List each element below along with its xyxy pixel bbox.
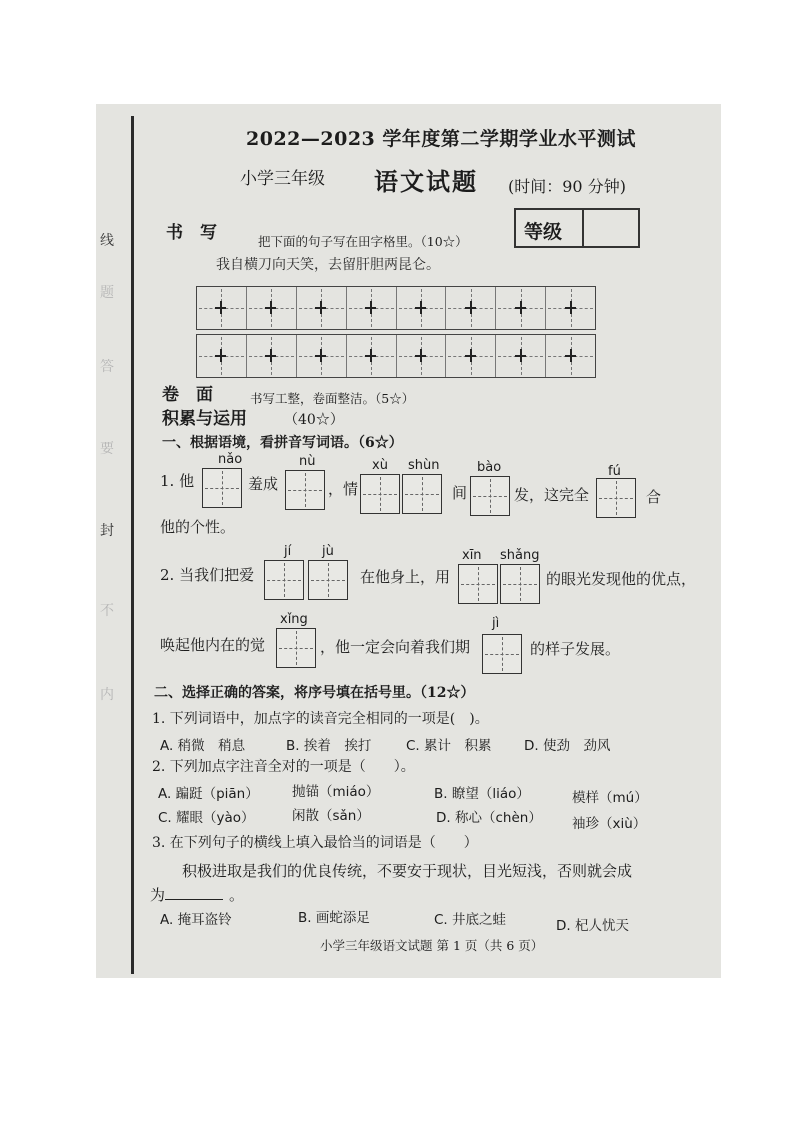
- tianzige-cell[interactable]: [397, 335, 447, 377]
- option-d[interactable]: D. 使劲 劲风: [524, 738, 611, 754]
- cross-mark: [265, 301, 276, 314]
- pinyin: xǐng: [280, 612, 308, 627]
- pinyin: shùn: [408, 458, 440, 473]
- q2-text: 2. 当我们把爱: [160, 566, 255, 584]
- margin-char: 答: [100, 359, 114, 375]
- section-accumulation-heading: 积累与运用: [162, 409, 247, 429]
- cross-mark: [315, 301, 326, 314]
- p2-q3-sentence: 积极进取是我们的优良传统，不要安于现状，目光短浅，否则就会成: [182, 862, 633, 880]
- q2-text: 在他身上，用: [360, 568, 451, 586]
- pinyin: shǎng: [500, 548, 540, 563]
- answer-box[interactable]: [402, 474, 442, 514]
- tianzige-cell[interactable]: [446, 335, 496, 377]
- grade-label: 小学三年级: [240, 169, 325, 189]
- tianzige-cell[interactable]: [496, 335, 546, 377]
- cross-mark: [465, 301, 476, 314]
- exam-title: 2022—2023 学年度第二学期学业水平测试: [246, 128, 636, 150]
- q2-text: 唤起他内在的觉: [160, 636, 266, 654]
- cross-mark: [515, 301, 526, 314]
- pinyin: jì: [492, 616, 500, 631]
- answer-box[interactable]: [264, 560, 304, 600]
- cross-mark: [415, 349, 426, 362]
- cross-mark: [465, 349, 476, 362]
- option-b-2: 模样（mú）: [572, 790, 648, 806]
- subject-title: 语文试题: [374, 167, 478, 196]
- binding-line: [131, 116, 134, 974]
- q2-text: ，他一定会向着我们期: [320, 638, 471, 656]
- cross-mark: [315, 349, 326, 362]
- part1-heading: 一、根据语境，看拼音写词语。（6☆）: [162, 435, 403, 451]
- option-a-2: 抛锚（miáo）: [292, 784, 380, 800]
- tianzige-cell[interactable]: [247, 287, 297, 329]
- page-footer: 小学三年级语文试题 第 1 页（共 6 页）: [320, 938, 544, 953]
- option-c[interactable]: C. 累计 积累: [406, 738, 492, 754]
- tianzige-row[interactable]: [196, 286, 596, 330]
- answer-box[interactable]: [470, 476, 510, 516]
- tianzige-cell[interactable]: [347, 335, 397, 377]
- option-b[interactable]: B. 画蛇添足: [298, 910, 370, 926]
- exam-paper: [96, 104, 721, 978]
- p2-q1-stem: 1. 下列词语中，加点字的读音完全相同的一项是( )。: [152, 711, 489, 727]
- section-neatness-instruction: 书写工整，卷面整洁。（5☆）: [250, 391, 415, 406]
- answer-box[interactable]: [308, 560, 348, 600]
- option-a[interactable]: A. 稍微 稍息: [160, 738, 246, 754]
- answer-box[interactable]: [285, 470, 325, 510]
- p2-q2-stem: 2. 下列加点字注音全对的一项是（ ）。: [152, 759, 415, 775]
- option-b[interactable]: B. 挨着 挨打: [286, 738, 372, 754]
- pinyin: xù: [372, 458, 388, 473]
- tianzige-cell[interactable]: [546, 287, 595, 329]
- option-b[interactable]: B. 瞭望（liáo）: [434, 786, 530, 802]
- q1-text: 合: [646, 488, 662, 506]
- q1-text: 他的个性。: [160, 518, 236, 536]
- margin-char: 题: [100, 285, 114, 301]
- pinyin: xīn: [462, 548, 482, 563]
- pinyin: jù: [322, 544, 334, 559]
- pinyin: nǎo: [218, 452, 243, 467]
- section-writing-instruction: 把下面的句子写在田字格里。（10☆）: [258, 234, 468, 249]
- q1-text: 发，这完全: [514, 486, 590, 504]
- answer-box[interactable]: [482, 634, 522, 674]
- option-a[interactable]: A. 蹁跹（piān）: [158, 786, 259, 802]
- pinyin: bào: [477, 460, 502, 475]
- answer-box[interactable]: [360, 474, 400, 514]
- pinyin: nù: [299, 454, 316, 469]
- cross-mark: [265, 349, 276, 362]
- cross-mark: [415, 301, 426, 314]
- tianzige-cell[interactable]: [297, 287, 347, 329]
- margin-char: 封: [100, 523, 114, 539]
- option-a[interactable]: A. 掩耳盗铃: [160, 912, 232, 928]
- p2-q3-sentence-end: 为 。: [150, 886, 245, 904]
- section-writing-heading: 书 写: [166, 223, 217, 243]
- cross-mark: [565, 301, 576, 314]
- answer-box[interactable]: [458, 564, 498, 604]
- cross-mark: [215, 301, 226, 314]
- fill-blank[interactable]: [165, 885, 223, 900]
- q1-text: 羞成: [248, 475, 279, 493]
- section-neatness-heading: 卷 面: [162, 385, 213, 405]
- tianzige-cell[interactable]: [297, 335, 347, 377]
- q2-text: 的眼光发现他的优点，: [546, 570, 697, 588]
- option-c[interactable]: C. 井底之蛙: [434, 912, 507, 928]
- time-limit: (时间：90 分钟): [508, 177, 626, 196]
- tianzige-cell[interactable]: [446, 287, 496, 329]
- cross-mark: [365, 349, 376, 362]
- model-sentence: 我自横刀向天笑，去留肝胆两昆仑。: [216, 257, 440, 273]
- margin-char: 要: [100, 441, 114, 457]
- q2-text: 的样子发展。: [530, 640, 621, 658]
- tianzige-cell[interactable]: [546, 335, 595, 377]
- q1-text: ，情: [328, 480, 359, 498]
- tianzige-cell[interactable]: [247, 335, 297, 377]
- cross-mark: [215, 349, 226, 362]
- pinyin: jí: [284, 544, 292, 559]
- p2-q3-stem: 3. 在下列句子的横线上填入最恰当的词语是（ ）: [152, 835, 478, 851]
- q1-text: 间: [452, 484, 468, 502]
- cross-mark: [365, 301, 376, 314]
- answer-box[interactable]: [596, 478, 636, 518]
- cross-mark: [515, 349, 526, 362]
- tianzige-row[interactable]: [196, 334, 596, 378]
- option-c-2: 闲散（sǎn）: [292, 808, 370, 824]
- margin-char: 线: [100, 233, 114, 249]
- answer-box[interactable]: [202, 468, 242, 508]
- pinyin: fú: [608, 464, 621, 479]
- option-c[interactable]: C. 耀眼（yào）: [158, 810, 255, 826]
- tianzige-cell[interactable]: [347, 287, 397, 329]
- section-accumulation-score: （40☆）: [284, 412, 344, 428]
- answer-box[interactable]: [500, 564, 540, 604]
- option-d[interactable]: D. 杞人忧天: [556, 918, 629, 934]
- level-box: [514, 208, 640, 248]
- q1-text: 1. 他: [160, 472, 195, 490]
- answer-box[interactable]: [276, 628, 316, 668]
- part2-heading: 二、选择正确的答案，将序号填在括号里。（12☆）: [154, 685, 475, 701]
- margin-char: 不: [100, 603, 114, 619]
- option-d-2: 袖珍（xiù）: [572, 816, 647, 832]
- level-label: 等级: [524, 221, 563, 243]
- margin-char: 内: [100, 687, 114, 703]
- tianzige-cell[interactable]: [197, 335, 247, 377]
- tianzige-cell[interactable]: [397, 287, 447, 329]
- option-d[interactable]: D. 称心（chèn）: [436, 810, 542, 826]
- tianzige-cell[interactable]: [496, 287, 546, 329]
- cross-mark: [565, 349, 576, 362]
- tianzige-cell[interactable]: [197, 287, 247, 329]
